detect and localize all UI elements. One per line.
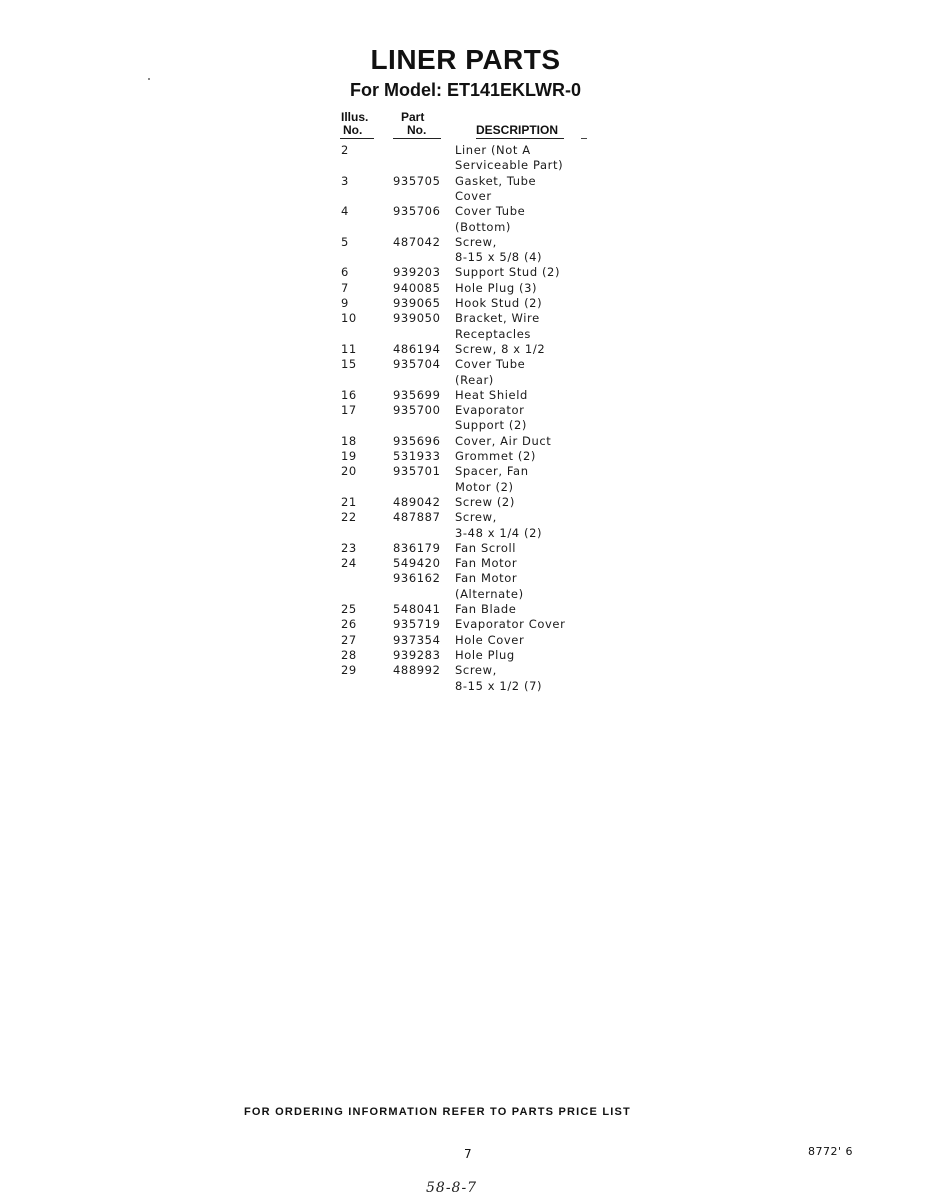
illus-number: 6: [341, 265, 349, 280]
part-description: 8-15 x 1/2 (7): [455, 678, 543, 693]
part-number: 939050: [393, 311, 441, 326]
description-trailing-dash: [581, 138, 587, 139]
part-number: 935696: [393, 433, 441, 448]
part-description: Fan Motor: [455, 571, 518, 586]
part-number: 487887: [393, 510, 441, 525]
part-header-underline: [393, 138, 441, 139]
part-description: Spacer, Fan: [455, 464, 529, 479]
illus-number: 23: [341, 540, 357, 555]
document-code: 8772' 6: [808, 1145, 854, 1158]
part-description: Support (2): [455, 418, 528, 433]
part-description: Support Stud (2): [455, 265, 561, 280]
illus-number: 28: [341, 647, 357, 662]
illus-number: 17: [341, 403, 357, 418]
illus-number: 25: [341, 602, 357, 616]
illus-number: 9: [341, 296, 349, 310]
part-description: Fan Blade: [455, 602, 517, 616]
part-description: Hole Cover: [455, 632, 525, 647]
part-header-top: Part: [401, 110, 425, 124]
illus-number: 21: [341, 494, 357, 509]
handwritten-note: 58-8-7: [426, 1180, 478, 1196]
part-description: (Alternate): [455, 586, 524, 601]
description-header: DESCRIPTION: [476, 123, 559, 137]
part-description: Screw,: [455, 510, 497, 525]
ordering-note: FOR ORDERING INFORMATION REFER TO PARTS PRICE LIST: [244, 1106, 631, 1118]
part-number: 548041: [393, 602, 441, 616]
part-description: Cover, Air Duct: [455, 433, 552, 448]
part-description: Hole Plug: [455, 647, 515, 662]
part-description: Evaporator Cover: [455, 617, 566, 632]
part-number: 935719: [393, 617, 441, 632]
part-description: Grommet (2): [455, 449, 536, 463]
part-header-bottom: No.: [407, 123, 427, 137]
part-number: 488992: [393, 663, 441, 678]
part-number: 836179: [393, 540, 441, 555]
illus-number: 10: [341, 311, 357, 326]
part-number: 935699: [393, 387, 441, 402]
part-description: Hook Stud (2): [455, 296, 543, 310]
part-number: 937354: [393, 632, 441, 647]
illus-number: 20: [341, 464, 357, 479]
part-number: 935704: [393, 357, 441, 372]
illus-number: 24: [341, 556, 357, 571]
page-title: LINER PARTS: [370, 44, 561, 75]
illus-number: 22: [341, 510, 357, 525]
part-number: 936162: [393, 571, 441, 586]
part-description: Cover Tube: [455, 357, 526, 372]
page-number: 7: [464, 1147, 472, 1161]
part-description: Liner (Not A: [455, 143, 531, 157]
illus-number: 11: [341, 341, 357, 356]
part-number: 486194: [393, 341, 441, 356]
illus-number: 29: [341, 663, 357, 678]
illus-number: 16: [341, 387, 357, 402]
part-description: Bracket, Wire: [455, 311, 540, 326]
part-number: 935705: [393, 173, 441, 188]
part-description: Hole Plug (3): [455, 280, 538, 295]
description-header-underline: [476, 138, 564, 139]
part-description: Evaporator: [455, 403, 525, 418]
illus-header-underline: [340, 138, 374, 139]
part-description: Heat Shield: [455, 387, 528, 402]
illus-header-bottom: No.: [343, 123, 363, 137]
part-description: Screw (2): [455, 494, 515, 509]
part-number: 487042: [393, 234, 441, 249]
part-number: 549420: [393, 556, 441, 571]
part-description: Screw,: [455, 234, 497, 249]
illus-number: 26: [341, 617, 357, 632]
illus-number: 4: [341, 204, 349, 219]
part-description: Motor (2): [455, 479, 514, 494]
part-description: (Rear): [455, 372, 494, 387]
part-description: Fan Scroll: [455, 540, 517, 555]
illus-number: 7: [341, 280, 349, 295]
part-description: Fan Motor: [455, 556, 518, 571]
part-description: Receptacles: [455, 326, 531, 341]
illus-number: 5: [341, 234, 349, 249]
part-description: Gasket, Tube: [455, 173, 537, 188]
model-subtitle: For Model: ET141EKLWR-0: [349, 80, 582, 100]
part-description: 8-15 x 5/8 (4): [455, 250, 543, 265]
part-description: Screw, 8 x 1/2: [455, 341, 546, 356]
illus-number: 15: [341, 357, 357, 372]
part-number: 939283: [393, 647, 441, 662]
part-description: 3-48 x 1/4 (2): [455, 525, 543, 540]
illus-number: 18: [341, 433, 357, 448]
part-number: 939203: [393, 265, 441, 280]
illus-header-top: Illus.: [341, 110, 369, 124]
part-number: 935700: [393, 403, 441, 418]
illus-number: 2: [341, 143, 349, 157]
part-number: 939065: [393, 296, 441, 310]
part-number: 935701: [393, 464, 441, 479]
part-number: 531933: [393, 449, 441, 463]
part-number: 940085: [393, 280, 441, 295]
illus-number: 3: [341, 173, 349, 188]
part-description: Cover Tube: [455, 204, 526, 219]
part-number: 935706: [393, 204, 441, 219]
illus-number: 19: [341, 449, 357, 463]
illus-number: 27: [341, 632, 357, 647]
part-description: Serviceable Part): [455, 158, 564, 173]
part-description: Screw,: [455, 663, 497, 678]
part-number: 489042: [393, 494, 441, 509]
part-description: (Bottom): [455, 219, 511, 234]
part-description: Cover: [455, 188, 492, 203]
